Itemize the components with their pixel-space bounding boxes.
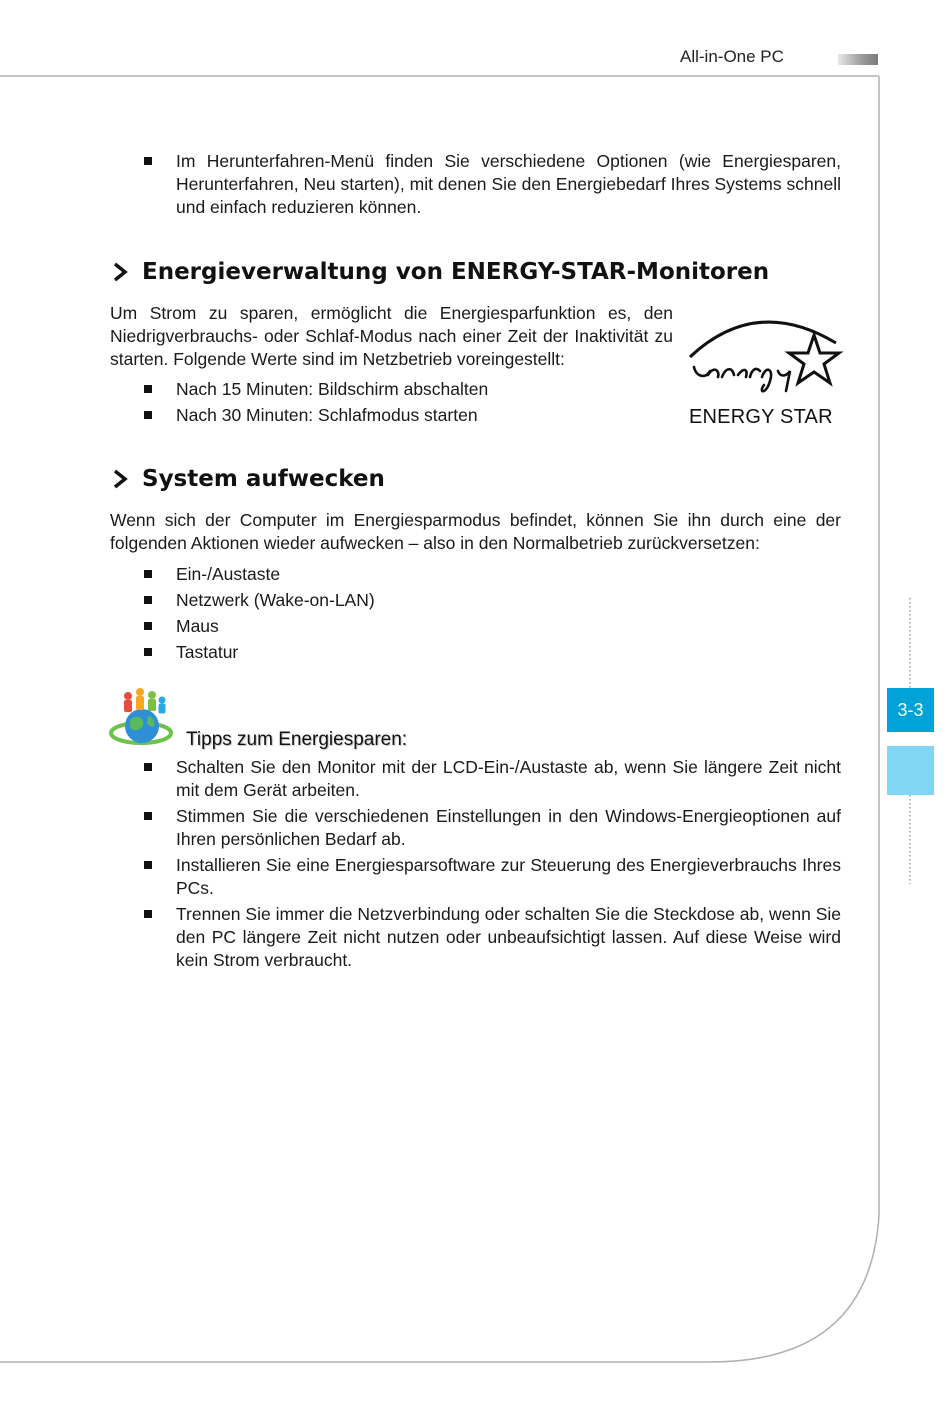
section1-body [110,302,673,427]
section-title: System aufwecken [142,466,385,492]
section-heading-wake [110,466,385,492]
list-item: Maus [110,615,841,638]
section1-bullet-list [110,378,673,427]
list-item: Nach 30 Minuten: Schlafmodus starten [110,404,673,427]
list-item: Netzwerk (Wake-on-LAN) [110,589,841,612]
list-item: Installieren Sie eine Energiesparsoftware zur Steuerung des Energieverbrauchs Ihres PCs. [110,854,841,900]
page-number-tab: 3-3 [887,688,934,732]
tips-bullet-list [110,756,841,972]
list-item: Nach 15 Minuten: Bildschirm abschalten [110,378,673,401]
header-gradient-bar [838,54,878,65]
list-item: Tastatur [110,641,841,664]
energy-star-logo-icon [686,305,846,405]
section2-body [110,509,841,664]
chevron-right-icon [110,468,132,490]
side-tab-block [887,746,934,795]
list-item: Trennen Sie immer die Netzverbindung oder schalten Sie die Steckdose ab, wenn Sie den PC längere Zeit nicht nutzen oder unbeaufsichtigt lassen. Auf diese Weise wird kein Strom verbraucht. [110,903,841,972]
section1-paragraph: Um Strom zu sparen, ermöglicht die Energiesparfunktion es, den Niedrigverbrauchs- oder Schlaf-Modus nach einer Zeit der Inaktivität zu starten. Folgende Werte sind im Netzbetrieb voreingestellt: [110,303,673,369]
list-item: Ein-/Austaste [110,563,841,586]
section-title: Energieverwaltung von ENERGY-STAR-Monitoren [142,259,770,285]
tips-body [110,756,841,972]
list-item: Schalten Sie den Monitor mit der LCD-Ein-/Austaste ab, wenn Sie längere Zeit nicht mit dem Gerät arbeiten. [110,756,841,802]
chevron-right-icon [110,261,132,283]
section2-paragraph: Wenn sich der Computer im Energiesparmodus befindet, können Sie ihn durch eine der folgenden Aktionen wieder aufwecken – also in den Normalbetrieb zurückversetzen: [110,510,841,553]
energy-star-label: ENERGY STAR [689,406,833,428]
tips-title: Tipps zum Energiesparen: [186,729,408,750]
section2-bullet-list [110,563,841,664]
list-item: Stimmen Sie die verschiedenen Einstellungen in den Windows-Energieoptionen auf Ihren persönlichen Bedarf ab. [110,805,841,851]
section-heading-energy-star [110,259,769,285]
list-item: Im Herunterfahren-Menü finden Sie verschiedene Optionen (wie Energiesparen, Herunterfahren, Neu starten), mit denen Sie den Energiebedarf Ihres Systems schnell und einfach reduzieren können. [110,150,841,219]
intro-section [110,150,841,219]
globe-people-icon [108,686,178,752]
intro-bullet-list [110,150,841,219]
header-title: All-in-One PC [680,47,784,66]
